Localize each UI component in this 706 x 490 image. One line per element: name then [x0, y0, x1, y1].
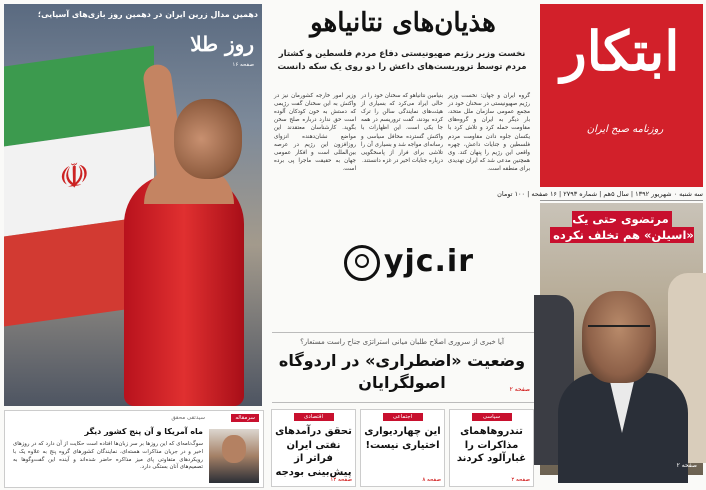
second-story-page-ref: صفحه ۲	[509, 386, 530, 393]
editorial-body: سوگ‌نامه‌ای که این روزها بر سر زبان‌ها افتاده است حکایت از آن دارد که در روزهای اخیر و در جریان مذاکرات هسته‌ای، نمایندگان کشورهای گروه پنج به علاوه یک با رویکردهای متفاوتی پای میز مذاکره حاضر شده‌اند و آینده این گفت‌وگوها به تصمیم‌های آنان بستگی دارد.	[13, 441, 203, 471]
sports-caption: دهمین مدال زرین ایران در دهمین روز بازی‌های آسیایی؛	[37, 10, 258, 19]
box-title: تندروها‌همای مذاکرات را غبارآلود کردند	[456, 426, 527, 464]
editorial-author: سید‌تقی محقق	[171, 415, 205, 421]
editorial-box[interactable]	[4, 410, 264, 488]
glasses	[588, 325, 650, 339]
box-tag: اجتماعی	[383, 413, 423, 421]
editorial-tag: سرمقاله	[231, 414, 259, 422]
wrestler-head	[174, 99, 242, 179]
dateline: سه شنبه ۰ شهریور ۱۳۹۲ | سال ۵هم | شماره ۲۷۹۳ | ۱۶ صفحه | ۱۰۰ تومان	[540, 188, 703, 201]
sports-headline: روز طلا	[190, 32, 254, 56]
newspaper-logo: ابتکار	[560, 19, 680, 83]
main-story-body	[274, 92, 530, 322]
newspaper-subtitle: روزنامه صبح ایران	[586, 124, 664, 135]
main-story-column: گروه ایران و جهان: نخست وزیر رژیم صهیونیستی در سخنان خود در مجمع عمومی سازمان ملل متحد، بار دیگر به ایران و گروه‌های مقاومت حمله کرد و تلاش کرد با یکسان جلوه دادن مقاومت مردم فلسطین و جنایات داعش، چهره واقعی این رژیم را پنهان کند. وی همچنین مدعی شد که ایران تهدیدی برای منطقه است.	[448, 93, 530, 172]
box-page-ref: صفحه ۸	[422, 477, 441, 483]
right-story-page-ref: صفحه ۲	[676, 462, 697, 469]
box-page-ref: صفحه ۱۲	[330, 477, 352, 483]
box-page-ref: صفحه ۲	[511, 477, 530, 483]
news-boxes	[272, 409, 534, 487]
box-tag: سیاسی	[472, 413, 512, 421]
author-photo	[209, 429, 259, 483]
news-box[interactable]	[449, 409, 534, 487]
watermark-logo-icon	[344, 245, 380, 281]
second-story-kicker: آیا خبری از سروری اصلاح طلبان میانی استراتژی جناح راست مستعار؟	[300, 338, 504, 346]
divider	[272, 332, 534, 333]
news-box[interactable]	[271, 409, 356, 487]
main-headline[interactable]: هذیان‌های نتانیاهو	[310, 8, 496, 38]
news-box[interactable]	[360, 409, 445, 487]
editorial-title: ماه آمریکا و آن پنج کشور دیگر	[84, 427, 203, 436]
divider	[272, 402, 534, 403]
wrestler-singlet	[124, 174, 244, 406]
middle-column	[272, 4, 534, 486]
left-column	[4, 4, 262, 486]
watermark: yjc.ir	[344, 244, 474, 281]
second-story-headline[interactable]: وضعیت «اضطراری» در اردوگاه اصولگرایان	[278, 351, 526, 393]
box-tag: اقتصادی	[294, 413, 334, 421]
main-subhead: نخست وزیر رژیم صهیونیستی دفاع مردم فلسطین و کشتار مردم توسط تروریست‌های داعش را دو روی یک سکه دانست	[277, 49, 527, 72]
masthead	[540, 4, 703, 187]
right-photo-story[interactable]	[540, 203, 703, 475]
main-story-column: وزیر امور خارجه کشورمان نیز در واکنش به این سخنان گفت رژیمی که دستش به خون کودکان آلوده است حق ندارد درباره صلح سخن بگوید. کارشناسان معتقدند این مواضع نشان‌دهنده انزوای روزافزون این رژیم در عرصه بین‌المللی است و افکار عمومی جهان به حقیقت ماجرا پی برده است.	[274, 93, 356, 172]
sports-page-ref: صفحه ۱۶	[232, 62, 254, 68]
wrestler-photo[interactable]	[4, 4, 262, 406]
box-title: تحقق درآمدهای نفتی ایران فراتر از پیش‌بینی بودجه	[275, 426, 352, 478]
right-story-headline: مرتضوی حتی یک «اسیلن» هم تخلف نکرده	[547, 211, 697, 243]
main-story-column: بنیامین نتانیاهو که سخنان خود را در حالی ایراد می‌کرد که بسیاری از هیئت‌های نمایندگی سالن را ترک کرده بودند، گفت تروریسم در همه جا یکی است. این اظهارات با واکنش گسترده محافل سیاسی و رسانه‌ای مواجه شد و بسیاری آن را تلاشی برای فرار از پاسخگویی درباره جنایات اخیر در غزه دانستند.	[361, 93, 443, 164]
box-title: این چهاردیواری اختیاری نیست!	[364, 426, 441, 451]
author-face	[222, 435, 246, 463]
flag-emblem-icon: ☫	[59, 154, 90, 199]
